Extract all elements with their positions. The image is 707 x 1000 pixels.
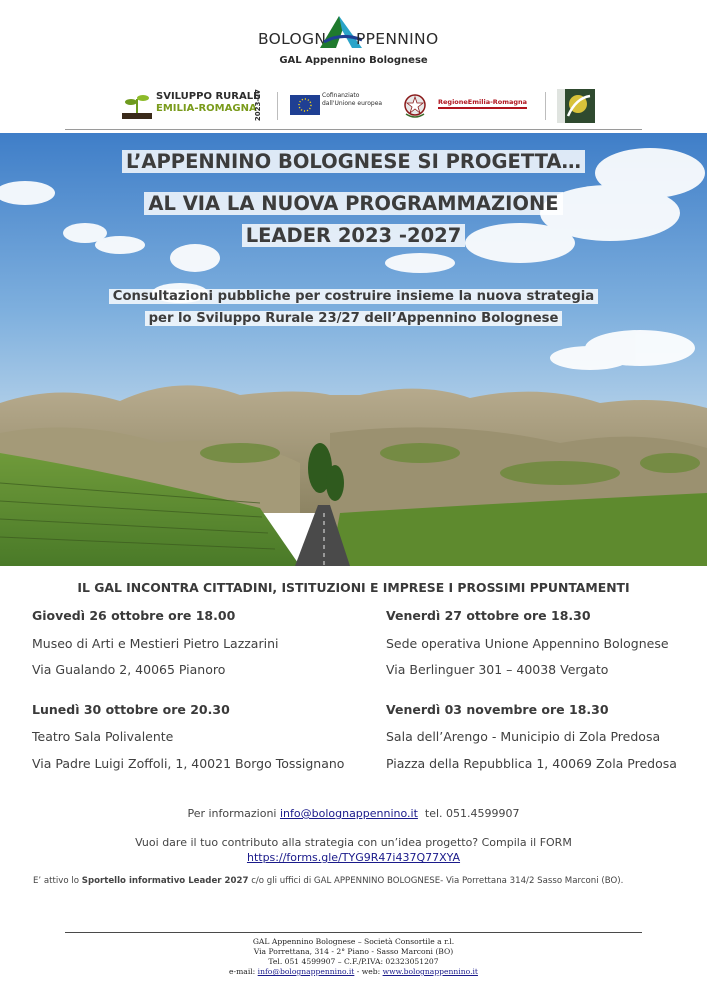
subheadline-line1-text: Consultazioni pubbliche per costruire insieme la nuova strategia: [109, 289, 598, 304]
header-divider: [65, 129, 642, 130]
event-date: [32, 702, 230, 717]
footer-line1: GAL Appennino Bolognese – Società Consortile a r.l.: [252, 937, 455, 946]
footer-web-link[interactable]: www.bolognappennino.it: [382, 967, 478, 976]
headline-line1: [0, 150, 707, 173]
event-date-text: Venerdì 03 novembre ore 18.30: [386, 702, 609, 717]
event-place: Teatro Sala Polivalente: [32, 729, 174, 744]
divider: [277, 92, 278, 120]
region-label: EMILIA-ROMAGNA: [156, 103, 257, 114]
event-address: Via Gualando 2, 40065 Pianoro: [32, 662, 226, 677]
regione-label: RegioneEmilia-Romagna: [438, 98, 527, 109]
footer-line4: [0, 967, 707, 976]
italian-republic-emblem: [403, 88, 427, 124]
partner-logos: [0, 88, 707, 124]
subheadline-line2-text: per lo Sviluppo Rurale 23/27 dell’Appennino Bolognese: [145, 311, 563, 326]
seedling-icon: [120, 89, 154, 123]
sportello-note: [33, 876, 623, 886]
years-label: 2023-27: [254, 89, 262, 122]
event-date: [386, 702, 609, 717]
info-label: Per informazioni: [187, 807, 277, 820]
contribute-text: Vuoi dare il tuo contributo alla strategia con un’idea progetto? Compila il FORM: [135, 836, 572, 849]
sportello-pre: E’ attivo lo: [33, 876, 80, 886]
logo-subtitle: GAL Appennino Bolognese: [279, 55, 428, 66]
event-date-text: Giovedì 26 ottobre ore 18.00: [32, 608, 236, 623]
contact-info: [0, 807, 707, 820]
event-address: Via Berlinguer 301 – 40038 Vergato: [386, 662, 609, 677]
event-address: Via Padre Luigi Zoffoli, 1, 40021 Borgo Tossignano: [32, 756, 345, 771]
headline-line2-text: AL VIA LA NUOVA PROGRAMMAZIONE: [144, 192, 562, 215]
event-address: Piazza della Repubblica 1, 40069 Zola Predosa: [386, 756, 677, 771]
emblem-icon: [403, 92, 427, 120]
regione-emilia-romagna-logo: [438, 88, 536, 124]
footer-email-link[interactable]: info@bolognappennino.it: [257, 967, 355, 976]
event-place: Sede operativa Unione Appennino Bolognese: [386, 636, 669, 651]
events-title: IL GAL INCONTRA CITTADINI, ISTITUZIONI E IMPRESE I PROSSIMI PPUNTAMENTI: [77, 580, 630, 595]
subheadline-line1: [0, 289, 707, 304]
event-date: [386, 608, 591, 623]
event-date-text: Venerdì 27 ottobre ore 18.30: [386, 608, 591, 623]
sportello-post: c/o gli uffici di GAL APPENNINO BOLOGNESE- Via Porrettana 314/2 Sasso Marconi (BO).: [251, 876, 624, 886]
subheadline-line2: [0, 311, 707, 326]
eu-line2: dall'Unione europea: [322, 100, 383, 107]
form-link[interactable]: https://forms.gle/TYG9R47i437Q77XYA: [246, 851, 461, 864]
footer-email-label: e-mail:: [229, 967, 256, 976]
footer-divider: [65, 932, 642, 933]
event-place: Sala dell’Arengo - Municipio di Zola Predosa: [386, 729, 661, 744]
headline-line3: [0, 224, 707, 247]
event-date-text: Lunedì 30 ottobre ore 20.30: [32, 702, 230, 717]
eu-text: [322, 92, 382, 108]
divider: [545, 92, 546, 120]
footer-line3: Tel. 051 4599907 – C.F./P.IVA: 02323051207: [268, 957, 439, 966]
footer-web-label: - web:: [356, 967, 381, 976]
leader-icon: [556, 88, 596, 124]
sviluppo-rurale-logo: [120, 88, 268, 124]
headline-line2: [0, 192, 707, 215]
sviluppo-label: SVILUPPO RURALE: [156, 91, 260, 102]
event-date: [32, 608, 235, 623]
eu-line1: Cofinanziato: [322, 92, 360, 99]
eu-logo: [290, 88, 400, 124]
gal-logo: [0, 8, 707, 72]
eu-flag-icon: [290, 95, 320, 115]
headline-line3-text: LEADER 2023 -2027: [242, 224, 466, 247]
email-link[interactable]: info@bolognappennino.it: [279, 807, 418, 820]
event-place: Museo di Arti e Mestieri Pietro Lazzarini: [32, 636, 279, 651]
logo-text-left: BOLOGN: [258, 30, 327, 48]
phone-number: tel. 051.4599907: [424, 807, 520, 820]
logo-text-right: PPENNINO: [356, 30, 439, 48]
sportello-bold: Sportello informativo Leader 2027: [81, 876, 249, 886]
form-link-line: [0, 851, 707, 864]
headline-line1-text: L’APPENNINO BOLOGNESE SI PROGETTA…: [122, 150, 585, 173]
leader-logo: [556, 88, 596, 124]
footer-line2: Via Porrettana, 314 - 2° Piano - Sasso Marconi (BO): [253, 947, 454, 956]
